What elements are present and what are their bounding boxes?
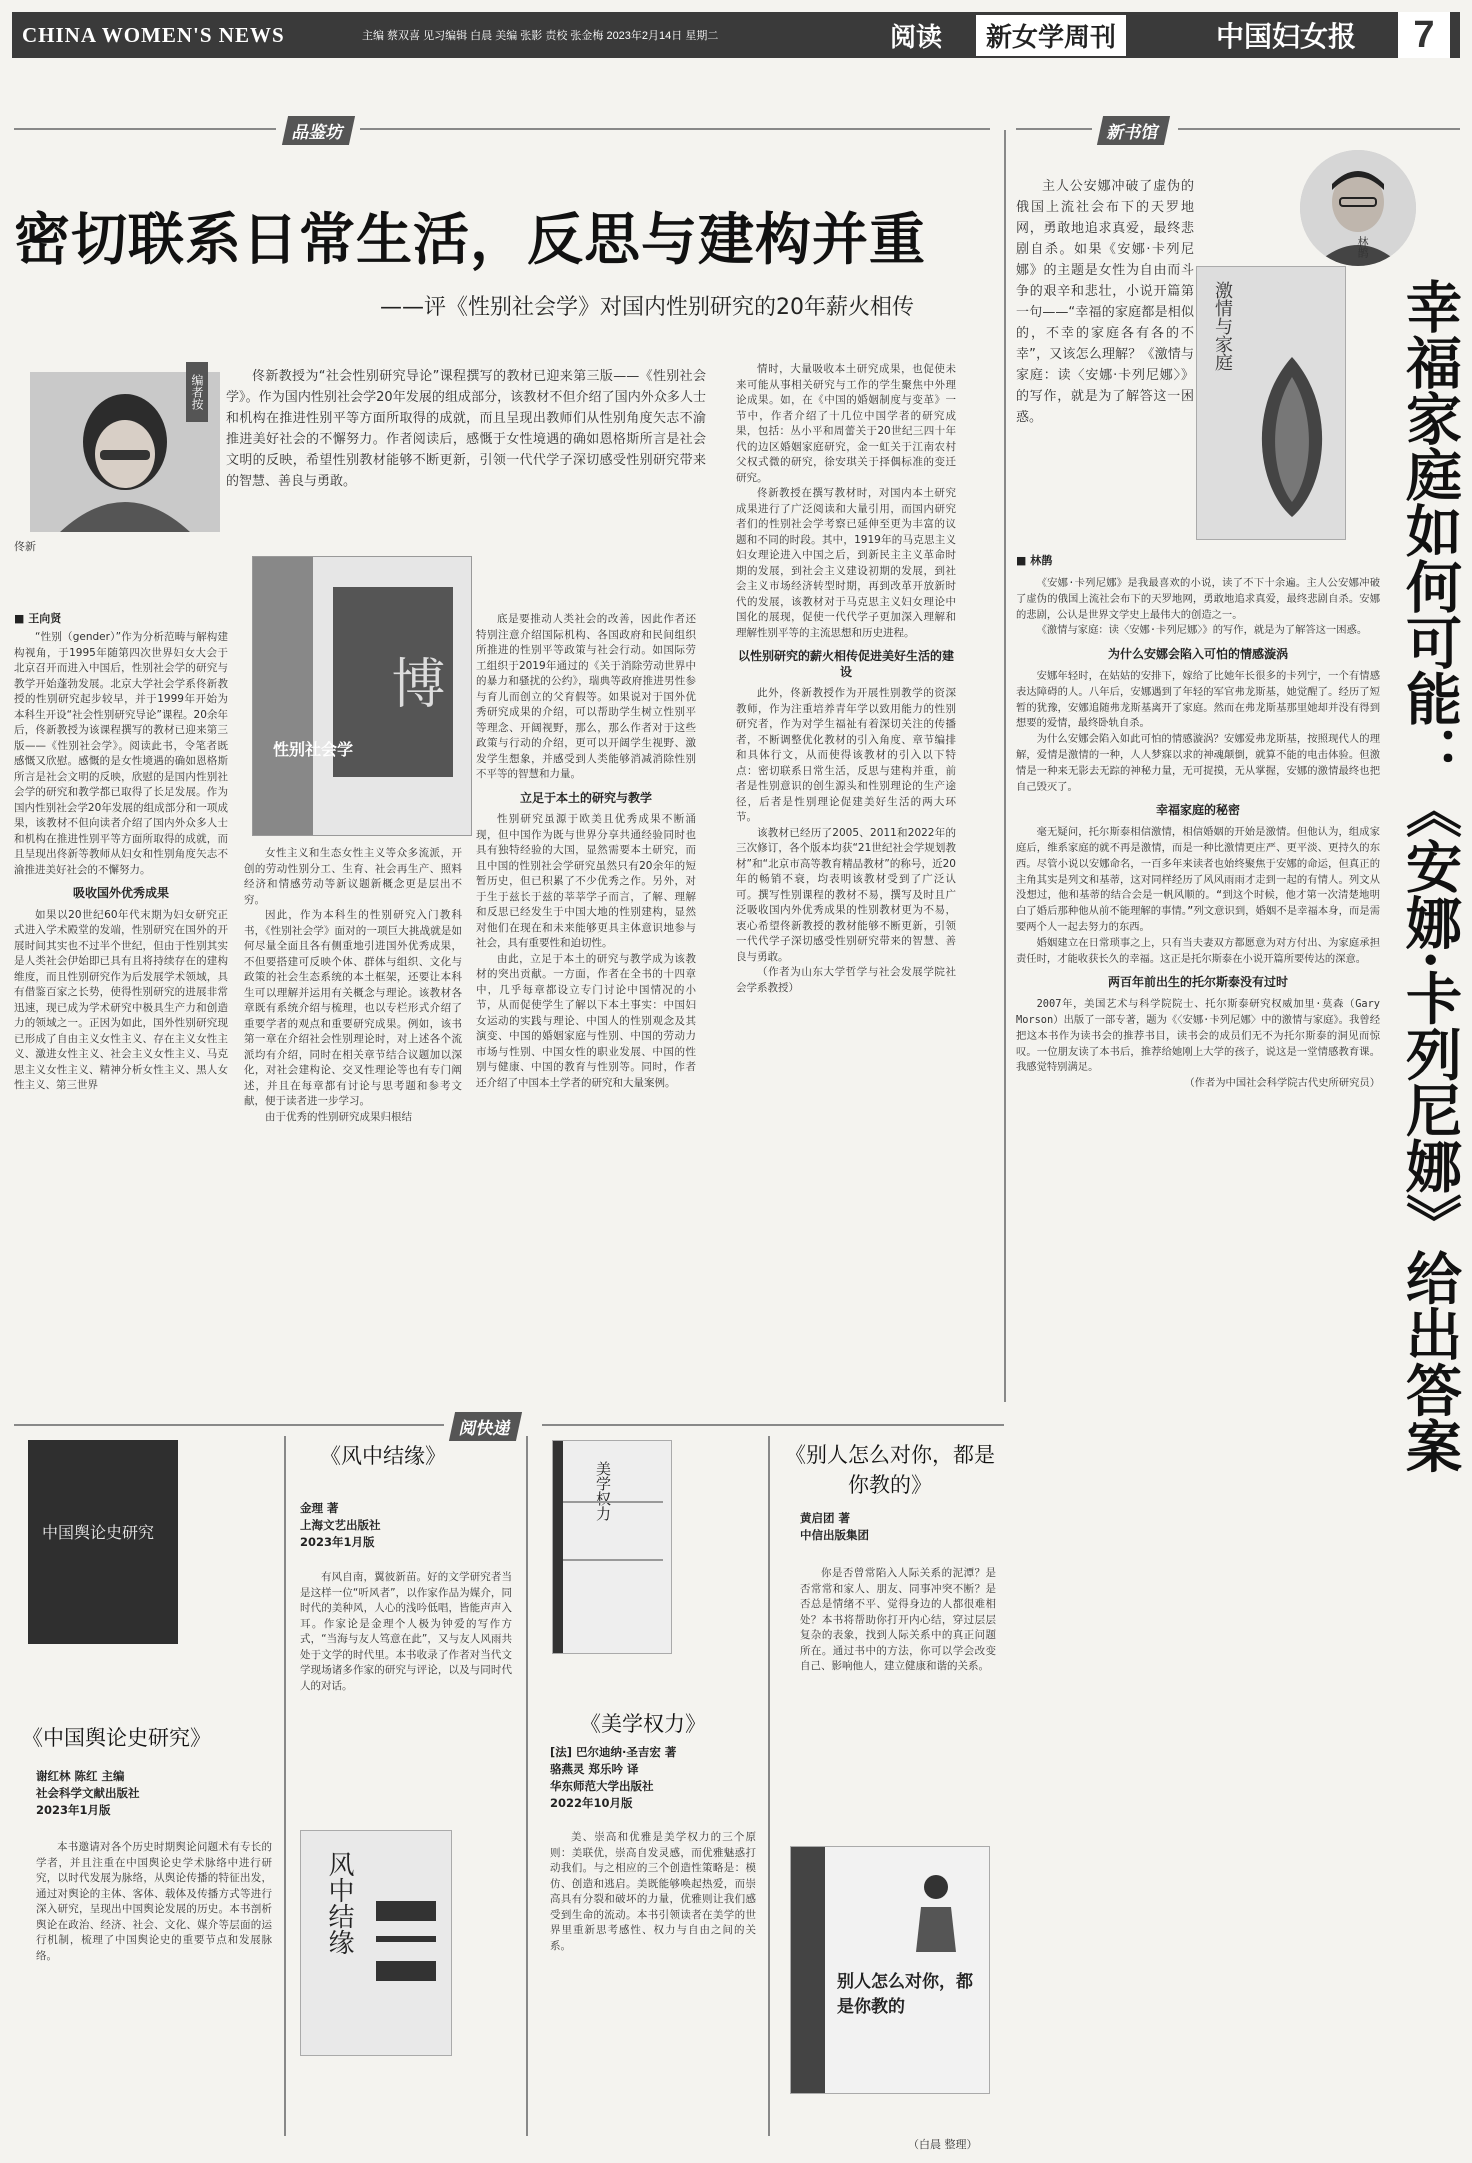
author-credit: （作者为中国社会科学院古代史所研究员） <box>1184 1077 1380 1090</box>
page-number: 7 <box>1398 12 1450 58</box>
column-divider <box>526 1436 528 2136</box>
book-description: 有风自南，翼彼新苗。好的文学研究者当是这样一位“听风者”，以作家作品为媒介，同时代的美种风，人心的浅吟低唱，皆能声声入耳。作家论是金理个人极为钟爱的写作方式，“当海与友人笃意在此”，又与友人风雨共处于文学的时代里。本书收录了作者对当代文学现场诸多作家的研究与评论，以及与同时代人的对话。 <box>300 1571 512 1692</box>
article-column-1 <box>14 630 228 1440</box>
section-label: 阅读 <box>890 22 943 53</box>
book-date: 2023年1月版 <box>300 1535 375 1549</box>
author-credit: （作者为山东大学哲学与社会发展学院社会学系教授） <box>736 966 956 994</box>
article-column-2 <box>244 846 462 1440</box>
masthead <box>12 12 1460 58</box>
paragraph: 由于优秀的性别研究成果归根结 <box>265 1110 412 1123</box>
column-divider <box>768 1436 770 2136</box>
paragraph: 因此，作为本科生的性别研究入门教科书，《性别社会学》面对的一项巨大挑战就是如何尽量全面且各有侧重地引进国外优秀成果，不但要搭建可反映个体、群体与组织、文化与政策的社会生态系统的本土框架，还要让本科生可以理解并运用有关概念与理论。该教材各章既有系统介绍与梳理，也以专栏形式介绍了重要学者的观点和重要研究成果。例如，该书第一章在介绍社会性别理论时，对上述各个流派均有介绍，同时在相关章节结合议题加以深化，对社会建构论、交叉性理论等也有专门阐述，并且在每章都有讨论与思考题和参考文献，便于读者进一步学习。 <box>244 909 462 1107</box>
paragraph: 《激情与家庭：读〈安娜·卡列尼娜〉》的写作，就是为了解答这一困惑。 <box>1036 624 1368 637</box>
divider <box>1178 128 1460 130</box>
section-heading: 两百年前出生的托尔斯泰没有过时 <box>1107 975 1288 990</box>
paragraph: 如果以20世纪60年代末期为妇女研究正式进入学术殿堂的发端，性别研究在国外的开展时间其实也不过半个世纪，但由于性别其实是人类社会伊始即已具有且将持续存在的建构维度，而且性别研究作为后发展学术领域，具有借鉴百家之长势，使得性别研究的进展非常迅速，现已成为学术研究中极具生产力和创造力的领域之一。正因为如此，国外性别研究现已形成了自由主义女性主义、存在主义女性主义、激进女性主义、社会主义女性主义、马克思主义女性主义、精神分析女性主义、黑人女性主义、第三世界 <box>14 908 228 1091</box>
article-author: ■ 王向贤 <box>14 612 62 625</box>
right-intro <box>1016 176 1194 532</box>
book-meta <box>300 1500 381 1551</box>
paragraph: 2007年，美国艺术与科学院院士、托尔斯泰研究权威加里·莫森（Gary Morson）出版了一部专著，题为《〈安娜·卡列尼娜〉中的激情与家庭》。我曾经把这本书作为读书会的推荐书目，读书会的成员们无不为托尔斯泰的洞见而惊叹。一位朋友读了本书后，推荐给她刚上大学的孩子，说这是一堂情感教育课。我感觉特别满足。 <box>1016 998 1380 1074</box>
book-cover <box>300 1830 452 2056</box>
book-publisher: 上海文艺出版社 <box>300 1518 381 1532</box>
section-tag-right: 新书馆 <box>1097 116 1170 145</box>
article-column-3 <box>476 612 696 1440</box>
book-cover-title: 中国舆论史研究 <box>42 1523 155 1542</box>
book-date: 2023年1月版 <box>36 1803 111 1817</box>
paragraph: 毫无疑问，托尔斯泰相信激情，相信婚姻的开始是激情。但他认为，组成家庭后，维系家庭的就不再是激情，而是一种比激情更庄严、更平淡、更持久的东西。尽管小说以安娜命名，一百多年来读者也始终聚焦于安娜的命运，但真正的主角其实是列文和基蒂，这对同样经历了风风雨雨才走到一起的有情人。列文从没想过，他和基蒂的结合会是一帆风顺的。“到这个时候，他才第一次清楚地明白了婚后那种他从前不能理解的事情。”列文意识到，婚姻不是幸福本身，而是需要两个人一起去努力的东西。 <box>1016 826 1380 933</box>
column-divider <box>1004 130 1006 1402</box>
paragraph: 安娜年轻时，在姑姑的安排下，嫁给了比她年长很多的卡列宁，一个有情感表达障碍的人。八年后，安娜遇到了年轻的军官弗龙斯基，她觉醒了。经历了短暂的犹豫，安娜追随弗龙斯基离开了家庭。然而在弗龙斯基那里她却并没有得到想要的爱情，最终卧轨自杀。 <box>1016 669 1380 730</box>
book-cover-title: 别人怎么对你，都是你教的 <box>837 1972 973 2017</box>
book-publisher: 社会科学文献出版社 <box>36 1786 140 1800</box>
intro-paragraph: 主人公安娜冲破了虚伪的俄国上流社会布下的天罗地网，勇敢地追求真爱，最终悲剧自杀。如果《安娜·卡列尼娜》的主题是女性为自由而斗争的艰辛和悲壮，小说开篇第一句——“幸福的家庭都是相似的，不幸的家庭各有各的不幸”，又该怎么理解？《激情与家庭：读〈安娜·卡列尼娜〉》的写作，就是为了解答这一困惑。 <box>1016 179 1194 425</box>
paragraph: 由此，立足于本土的研究与教学成为该教材的突出贡献。一方面，作者在全书的十四章中，几乎每章都设立专门讨论中国情况的小节，从而促使学生了解以下本土事实：中国妇女运动的实践与理论、中国人的性别观念及其演变、中国的婚姻家庭与性别、中国的劳动力市场与性别、中国女性的职业发展、中国的性别与健康、中国的教育与性别等。同时，作者还介绍了中国本土学者的研究和大量案例。 <box>476 952 696 1089</box>
book-author: 金理 著 <box>300 1501 339 1515</box>
book-description: 本书邀请对各个历史时期舆论问题术有专长的学者，并且注重在中国舆论史学术脉络中进行研究，以时代发展为脉络，从舆论传播的特征出发，通过对舆论的主体、客体、载体及传播方式等进行深入研究，呈现出中国舆论发展的历史。本书剖析舆论在政治、经济、社会、文化、媒介等层面的运行机制，梳理了中国舆论史的重要节点和发展脉络。 <box>36 1841 272 1962</box>
article-column-4 <box>736 362 956 1440</box>
section-heading: 立足于本土的研究与教学 <box>519 790 652 805</box>
section-heading: 以性别研究的薪火相传促进美好生活的建设 <box>737 649 954 679</box>
book-description: 你是否曾常陷入人际关系的泥潭？是否常常和家人、朋友、同事冲突不断？是否总是情绪不平、觉得身边的人都很难相处？本书将帮助你打开内心结，穿过层层复杂的表象，找到人际关系中的真正问题所在。通过书中的方法，你可以学会改变自己、影响他人，建立健康和谐的关系。 <box>800 1567 996 1672</box>
right-article-body <box>1016 576 1380 2156</box>
column-divider <box>284 1436 286 2136</box>
divider <box>14 1424 444 1426</box>
book-translator: 骆燕灵 郑乐吟 译 <box>550 1762 639 1776</box>
divider <box>542 1424 1004 1426</box>
book-title: 《别人怎么对你，都是你教的》 <box>785 1443 995 1497</box>
book-cover-title: 性别社会学 <box>273 740 354 759</box>
section-tag-bottom: 阅快递 <box>449 1412 522 1441</box>
weekly-label: 新女学周刊 <box>976 15 1126 56</box>
book-title: 《美学权力》 <box>580 1712 706 1736</box>
reviewer-photo-caption: 林鹊 <box>1356 236 1369 258</box>
book-title: 《中国舆论史研究》 <box>22 1726 211 1750</box>
book-date: 2022年10月版 <box>550 1796 633 1810</box>
staff-line: 主编 蔡双喜 见习编辑 白晨 美编 张影 责校 张金梅 2023年2月14日 星期二 <box>362 30 719 42</box>
book-cover <box>552 1440 672 1654</box>
book-cover-title: 美学权力 <box>594 1461 612 1521</box>
book-cover-title: 风中结缘 <box>324 1851 354 1955</box>
book-title: 《风中结缘》 <box>320 1444 446 1468</box>
divider <box>360 128 990 130</box>
paragraph: 佟新教授在撰写教材时，对国内本土研究成果进行了广泛阅读和大量引用，而国内研究者们的性别社会学考察已延伸至更为丰富的议题和不同的时段。其中，1919年的马克思主义妇女理论进入中国之后，到新民主主义革命时期的发展，到社会主义建设初期的发展，到社会主义市场经济转型时期，再到改革开放新时代的发展，该教材对于马克思主义妇女理论中国化的展现，促使一代代学子更加深入理解和理解性别平等的主流思想和历史进程。 <box>736 487 956 639</box>
section-tag-left: 品鉴坊 <box>282 116 355 145</box>
main-subhead: ——评《性别社会学》对国内性别研究的20年薪火相传 <box>380 295 914 320</box>
book-cover <box>790 1846 990 2094</box>
section-heading: 吸收国外优秀成果 <box>72 886 169 900</box>
book-meta <box>800 1510 869 1544</box>
book-cover-gender-sociology: 博 性别社会学 <box>252 556 472 836</box>
divider <box>14 128 276 130</box>
book-meta <box>550 1744 676 1812</box>
section-heading: 幸福家庭的秘密 <box>1155 803 1240 818</box>
book-author: [法] 巴尔迪纳·圣吉宏 著 <box>550 1745 677 1759</box>
paper-name: CHINA WOMEN'S NEWS <box>22 22 285 47</box>
paragraph: 此外，佟新教授作为开展性别教学的资深教师，作为注重培养青年学以致用能力的性别研究者，作为对学生福祉有着深切关注的传播者，不断调整优化教材的引入角度、章节编排和具体行文，从而使得该教材的引入以下特点：密切联系日常生活，反思与建构并重，前者是性别意识的创生源头和性别理论的生产途径，后者是性别理论促建美好生活的两大环节。 <box>736 687 956 823</box>
divider <box>1016 128 1092 130</box>
paragraph: 性别研究虽源于欧美且优秀成果不断涌现，但中国作为既与世界分享共通经验同时也具有独特经验的大国，显然需要本土研究，而且中国的性别社会学研究虽然只有20余年的短暂历史，但已积累了不少优秀之作。另外，对于生于兹长于兹的莘莘学子而言，了解、理解和反思已经发生于中国大地的性别建构，显然对他们在现在和未来能够更具主体意识地参与社会，具有重要性和迫切性。 <box>476 813 696 949</box>
book-cover <box>28 1440 178 1644</box>
book-meta <box>36 1768 140 1819</box>
book-description: 美、崇高和优雅是美学权力的三个原则：美联优，崇高自发灵感，而优雅魅惑打动我们。与之相应的三个创造性策略是：模仿、创造和逃启。美既能够唤起热爱，而崇高具有分裂和破坏的力量，优雅则让我们感受到生命的流动。本书引领读者在美学的世界里重新思考感性、权力与自由之间的关系。 <box>550 1831 756 1952</box>
paragraph: 该教材已经历了2005、2011和2022年的三次修订，各个版本均获“21世纪社会学规划教材”和“北京市高等教育精品教材”的称号，近20年的畅销不衰，均表明该教材受到了广泛认可。撰写性别课程的教材不易，撰写及时且广泛吸收国内外优秀成果的性别教材更为不易，衷心希望佟新教授的教材能够不断更新，引领一代代学子深切感受性别研究带来的智慧、善良与勇敢。 <box>736 826 956 963</box>
editor-note-label: 编者按 <box>186 362 208 422</box>
book-author: 黄启团 著 <box>800 1511 851 1525</box>
paragraph: 女性主义和生态女性主义等众多流派，开创的劳动性别分工、生育、社会再生产、照料经济和情感劳动等新议题新概念更是层出不穷。 <box>244 847 462 906</box>
footer-credit: （白晨 整理） <box>908 2138 978 2151</box>
paragraph: 《安娜·卡列尼娜》是我最喜欢的小说，读了不下十余遍。主人公安娜冲破了虚伪的俄国上流社会布下的天罗地网，勇敢地追求真爱，最终悲剧自杀。安娜的悲剧，公认是世界文学史上最伟大的创造之一。 <box>1016 577 1380 621</box>
book-cover-title: 激情与家庭 <box>1212 281 1233 371</box>
main-headline: 密切联系日常生活，反思与建构并重 <box>14 207 926 273</box>
photo-caption: 佟新 <box>14 540 36 553</box>
book-publisher: 华东师范大学出版社 <box>550 1779 654 1793</box>
right-article-title: 幸福家庭如何可能：《安娜·卡列尼娜》给出答案 <box>1397 278 1463 1474</box>
right-article-author: ■ 林鹊 <box>1016 554 1053 567</box>
editor-note: 佟新教授为“社会性别研究导论”课程撰写的教材已迎来第三版——《性别社会学》。作为国内性别社会学20年发展的组成部分，该教材不但介绍了国内外众多人士和机构在推进性别平等方面所取得的成就，而且呈现出教师们从性别角度矢志不渝推进美好社会的不懈努力。作者阅读后，感慨于女性境遇的确如恩格斯所言是社会文明的反映，希望性别教材能够不断更新，引领一代代学子深切感受性别研究带来的智慧、善良与勇敢。 <box>226 369 706 489</box>
paragraph: 为什么安娜会陷入如此可怕的情感漩涡？安娜爱弗龙斯基，按照现代人的理解，爱情是激情的一种，人人梦寐以求的神魂颠倒，就算不能的电击体验。但激情是一种来无影去无踪的神秘力量，无可捉摸，无从掌握，安娜的激情最终也把自己毁灭了。 <box>1016 733 1380 793</box>
paragraph: “性别（gender）”作为分析范畴与解构建构视角，于1995年随第四次世界妇女大会于北京召开而进入中国后，性别社会学的研究与教学开始蓬勃发展。北京大学社会学系佟新教授的性别研究起步较早，并于1999年开始为本科生开设“社会性别研究导论”课程。20余年后，佟新教授为该课程撰写的教材已迎来第三版——《性别社会学》。阅读此书，令笔者既感慨又欣慰。感慨的是女性境遇的确如恩格斯所言是社会文明的反映，欣慰的是国内性别社会学的研究和教学都已取得了长足发展。作为国内性别社会学20年发展的组成部分和一项成果，该教材不但向读者介绍了国内外众多人士和机构在推进性别平等方面所取得的成就，而且呈现出佟新等教师从妇女和性别角度矢志不渝推进美好社会的不懈努力。 <box>14 631 228 876</box>
section-heading: 为什么安娜会陷入可怕的情感漩涡 <box>1107 647 1288 662</box>
paragraph: 婚姻建立在日常琐事之上，只有当夫妻双方都愿意为对方付出、为家庭承担责任时，才能收获长久的幸福。这正是托尔斯泰在小说开篇所要传达的深意。 <box>1016 936 1380 965</box>
paper-logo: 中国妇女报 <box>1216 20 1357 53</box>
paragraph: 底是要推动人类社会的改善，因此作者还特别注意介绍国际机构、各国政府和民间组织所推进的性别平等政策与社会行动。如国际劳工组织于2019年通过的《关于消除劳动世界中的暴力和骚扰的公约》，瑞典等政府推进男性参与育儿而创立的父育假等。如果说对于国外优秀研究成果的介绍，可以帮助学生树立性别平等理念、开阔视野，那么，那么作者对于这些政策与行动的介绍，更可以开阔学生视野、激发学生想象，并感受到人类能够消减消除性别不平等的智慧和力量。 <box>476 613 696 780</box>
book-author: 谢红林 陈红 主编 <box>36 1769 125 1783</box>
book-cover-passion-family <box>1196 266 1346 540</box>
paragraph: 情时，大量吸收本土研究成果，也促使未来可能从事相关研究与工作的学生聚焦中外理论成果。如，在《中国的婚姻制度与变革》一节中，作者介绍了十几位中国学者的研究成果，包括：丛小平和周蕾关于20世纪三四十年代的边区婚姻家庭研究，金一虹关于江南农村父权式微的研究，徐安琪关于择偶标准的变迁研究。 <box>736 363 956 484</box>
book-publisher: 中信出版集团 <box>800 1528 869 1542</box>
